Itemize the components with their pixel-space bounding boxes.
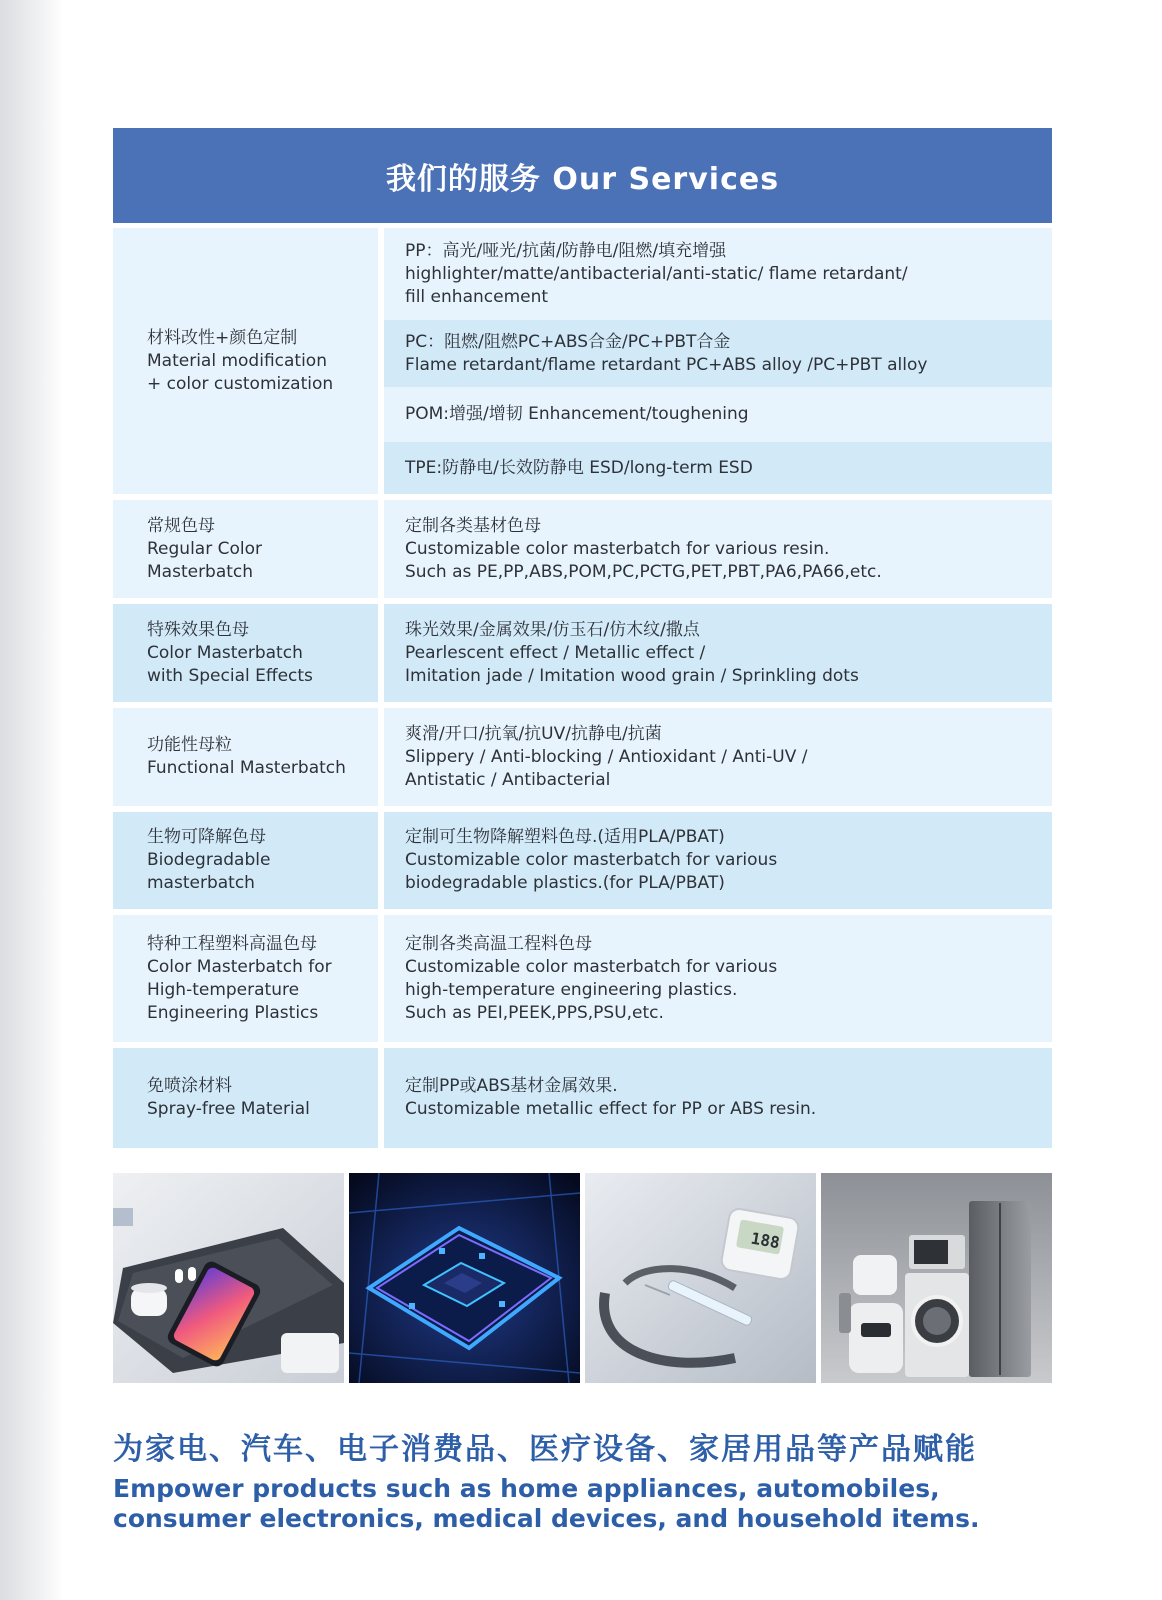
- service-row-spray-free: [113, 1048, 1052, 1148]
- monitor-display-text: 188: [749, 1228, 782, 1253]
- category-cell: [113, 915, 378, 1042]
- category-cell: [113, 708, 378, 806]
- service-item: 定制各类基材色母 Customizable color masterbatch for various resin. Such as PE,PP,ABS,POM,PC,PCTG,PET,PBT,PA6,PA66,etc.: [384, 500, 1052, 598]
- category-label: 功能性母粒 Functional Masterbatch: [147, 735, 346, 778]
- category-label: 常规色母 Regular Color Masterbatch: [147, 515, 262, 582]
- service-item-pp: PP：高光/哑光/抗菌/防静电/阻燃/填充增强 highlighter/matte/antibacterial/anti-static/ flame retardant/ fill enhancement: [384, 228, 1052, 320]
- category-cell: [113, 1048, 378, 1148]
- service-row-special-effects: [113, 604, 1052, 702]
- phone-charger-photo: [113, 1173, 344, 1383]
- category-label: 生物可降解色母 Biodegradable masterbatch: [147, 827, 271, 893]
- tagline-cn: 为家电、汽车、电子消费品、医疗设备、家居用品等产品赋能: [113, 1432, 977, 1467]
- services-table: [113, 228, 1052, 1148]
- service-row-biodegradable: [113, 812, 1052, 909]
- category-label: 材料改性+颜色定制 Material modification + color customization: [147, 327, 334, 394]
- category-label: 免喷涂材料 Spray-free Material: [147, 1076, 310, 1119]
- service-row-functional: [113, 708, 1052, 806]
- category-cell: [113, 604, 378, 702]
- home-appliances-photo: [821, 1173, 1052, 1383]
- page-edge-shadow: [0, 0, 64, 1600]
- service-item: 爽滑/开口/抗氧/抗UV/抗静电/抗菌 Slippery / Anti-blocking / Antioxidant / Anti-UV / Antistatic / Antibacterial: [384, 708, 1052, 806]
- service-row-material-modification: [113, 228, 1052, 494]
- service-row-regular-color: [113, 500, 1052, 598]
- service-item-tpe: TPE:防静电/长效防静电 ESD/long-term ESD: [384, 442, 1052, 494]
- medical-device-photo: [585, 1173, 816, 1383]
- service-item-pom: POM:增强/增韧 Enhancement/toughening: [384, 387, 1052, 442]
- service-item: 定制各类高温工程料色母 Customizable color masterbatch for various high-temperature engineering plastics. Such as PEI,PEEK,PPS,PSU,etc.: [384, 915, 1052, 1042]
- service-item-pc: PC：阻燃/阻燃PC+ABS合金/PC+PBT合金 Flame retardant/flame retardant PC+ABS alloy /PC+PBT alloy: [384, 320, 1052, 387]
- services-header: [113, 128, 1052, 223]
- tagline-en-line2: consumer electronics, medical devices, and household items.: [113, 1504, 980, 1533]
- page-title: 我们的服务 Our Services: [385, 161, 780, 197]
- category-cell: [113, 228, 378, 494]
- category-label: 特殊效果色母 Color Masterbatch with Special Effects: [147, 619, 313, 686]
- service-item: 珠光效果/金属效果/仿玉石/仿木纹/撒点 Pearlescent effect / Metallic effect / Imitation jade / Imitation wood grain / Sprinkling dots: [384, 604, 1052, 702]
- tagline-en-line1: Empower products such as home appliances, automobiles,: [113, 1474, 940, 1503]
- circuit-chip-photo: [349, 1173, 580, 1383]
- service-item: 定制PP或ABS基材金属效果. Customizable metallic effect for PP or ABS resin.: [384, 1048, 1052, 1148]
- service-row-high-temperature: [113, 915, 1052, 1042]
- application-photos: [113, 1173, 1052, 1383]
- category-cell: [113, 812, 378, 909]
- service-item: 定制可生物降解塑料色母.(适用PLA/PBAT) Customizable color masterbatch for various biodegradable plastics.(for PLA/PBAT): [384, 812, 1052, 909]
- category-label: 特种工程塑料高温色母 Color Masterbatch for High-temperature Engineering Plastics: [147, 933, 332, 1023]
- tagline-en: [113, 1474, 1073, 1534]
- category-cell: [113, 500, 378, 598]
